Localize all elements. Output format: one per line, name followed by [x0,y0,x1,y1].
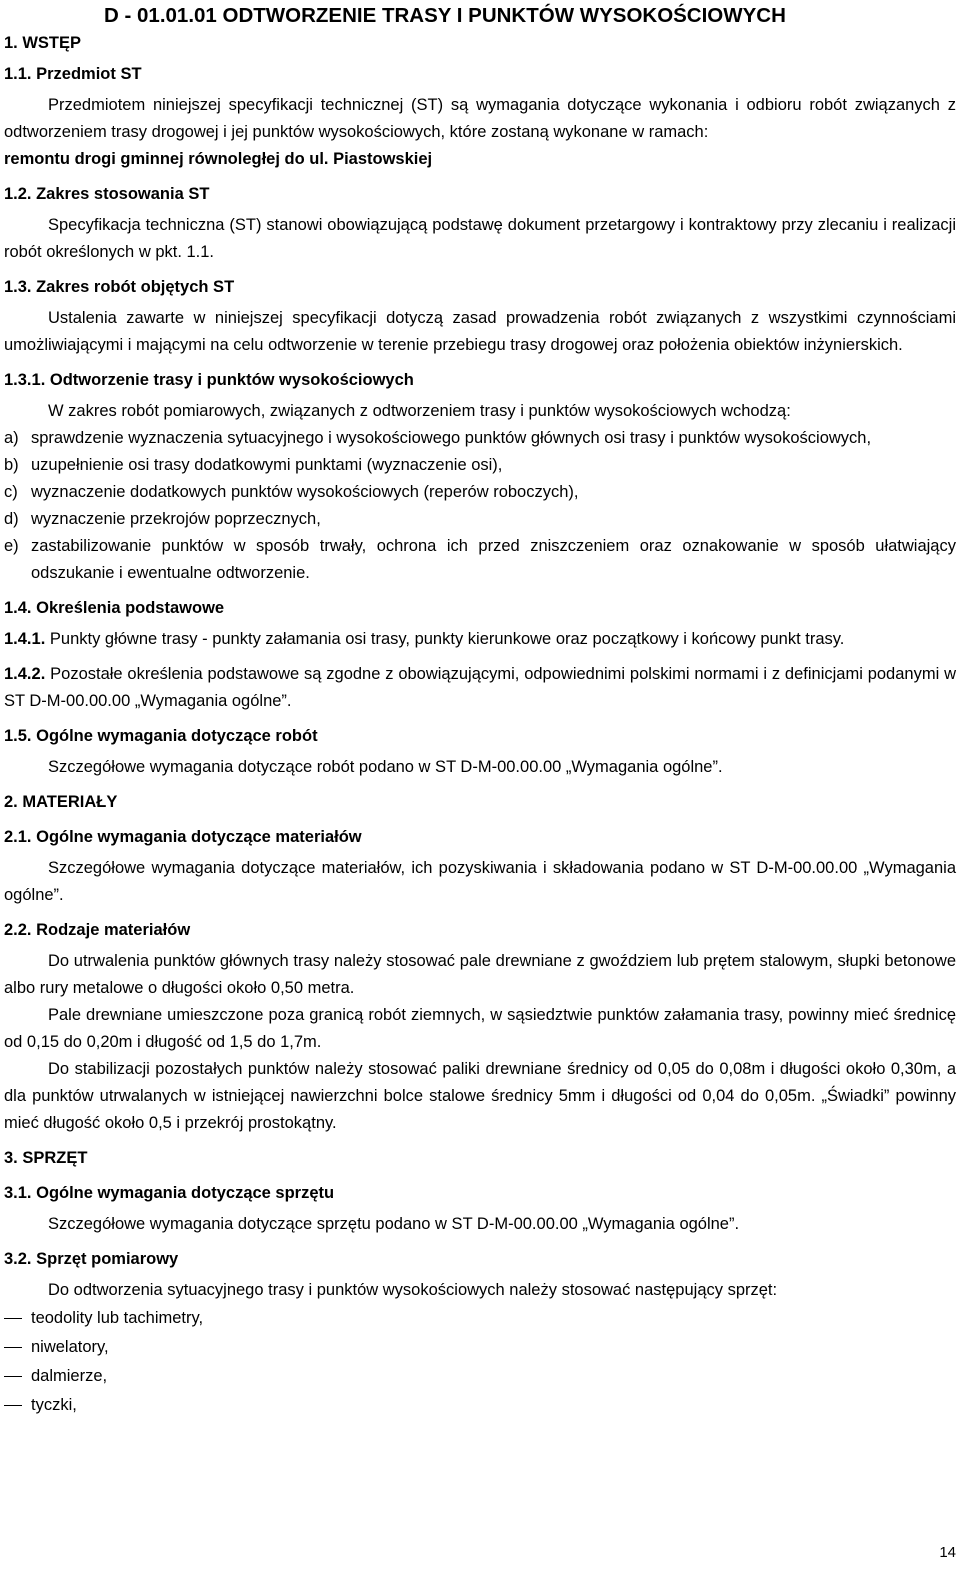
paragraph-text: Punkty główne trasy - punkty załamania osi trasy, punkty kierunkowe oraz początkowy i końcowy punkt trasy. [49,630,845,648]
heading-1-5: 1.5. Ogólne wymagania dotyczące robót [4,727,318,745]
heading-1-3-1: 1.3.1. Odtworzenie trasy i punktów wysokościowych [4,371,414,389]
paragraph-3-1: Szczegółowe wymagania dotyczące sprzętu podano w ST D-M-00.00.00 „Wymagania ogólne”. [48,1215,740,1233]
dash-bullet-icon [4,1362,31,1391]
list-item [4,479,956,506]
paragraph-2-2-3: Do stabilizacji pozostałych punktów należy stosować paliki drewniane średnicy od 0,05 do 0,08m i długości około 0,30m, a dla punktów utrwalanych w istniejącej nawierzchni bolce stalowe średnicy 5mm i długości od 0,04 do 0,05m. „Świadki” powinny mieć długość około 0,5 i przekrój prostokątny. [4,1060,956,1132]
dash-bullet-icon [4,1333,31,1362]
list-item [4,1304,956,1333]
list-item-text: niwelatory, [31,1338,109,1356]
heading-2-2: 2.2. Rodzaje materiałów [4,921,191,939]
list-item-text: wyznaczenie przekrojów poprzecznych, [31,510,321,528]
heading-3-2: 3.2. Sprzęt pomiarowy [4,1250,179,1268]
heading-3-sprzet: 3. SPRZĘT [4,1149,88,1167]
heading-2-materialy: 2. MATERIAŁY [4,793,118,811]
heading-2-1: 2.1. Ogólne wymagania dotyczące materiałów [4,828,362,846]
list-item-text: tyczki, [31,1396,77,1414]
list-item [4,506,956,533]
list-item-text: dalmierze, [31,1367,108,1385]
list-item-text: wyznaczenie dodatkowych punktów wysokościowych (reperów roboczych), [31,483,579,501]
paragraph-number: 1.4.1. [4,630,46,648]
heading-1-2: 1.2. Zakres stosowania ST [4,185,210,203]
heading-1-3: 1.3. Zakres robót objętych ST [4,278,235,296]
heading-1-wstep: 1. WSTĘP [4,34,82,52]
list-3-2 [4,1304,956,1420]
list-item [4,533,956,587]
document-page [4,0,956,1420]
list-item-letter: a) [4,429,19,447]
paragraph-3-2-intro: Do odtworzenia sytuacyjnego trasy i punktów wysokościowych należy stosować następujący sprzęt: [48,1281,778,1299]
paragraph-1-4-2 [4,661,956,715]
list-item-letter: b) [4,456,19,474]
paragraph-1-3: Ustalenia zawarte w niniejszej specyfikacji dotyczą zasad prowadzenia robót związanych z wszystkimi czynnościami umożliwiającymi i mającymi na celu odtworzenie w terenie przebiegu trasy drogowej oraz położenia obiektów inżynierskich. [4,309,956,354]
paragraph-2-2-2: Pale drewniane umieszczone poza granicą robót ziemnych, w sąsiedztwie punktów załamania trasy, powinny mieć średnicę od 0,15 do 0,20m i długość od 1,5 do 1,7m. [4,1006,956,1051]
document-title: D - 01.01.01 ODTWORZENIE TRASY I PUNKTÓW WYSOKOŚCIOWYCH [104,4,786,27]
list-item-text: zastabilizowanie punktów w sposób trwały, ochrona ich przed zniszczeniem oraz oznakowanie w sposób ułatwiający odszukanie i ewentualne odtworzenie. [31,537,956,582]
list-item [4,1391,956,1420]
dash-bullet-icon [4,1391,31,1420]
paragraph-1-3-1-intro: W zakres robót pomiarowych, związanych z odtworzeniem trasy i punktów wysokościowych wchodzą: [48,402,791,420]
list-item [4,1333,956,1362]
list-item [4,425,956,452]
list-item [4,452,956,479]
paragraph-2-2-1: Do utrwalenia punktów głównych trasy należy stosować pale drewniane z gwoździem lub prętem stalowym, słupki betonowe albo rury metalowe o długości około 0,50 metra. [4,952,956,997]
list-item-letter: d) [4,510,19,528]
list-item-text: sprawdzenie wyznaczenia sytuacyjnego i wysokościowego punktów głównych osi trasy i punktów wysokościowych, [31,429,872,447]
paragraph-1-2: Specyfikacja techniczna (ST) stanowi obowiązującą podstawę dokument przetargowy i kontraktowy przy zlecaniu i realizacji robót określonych w pkt. 1.1. [4,216,956,261]
paragraph-1-1-a: Przedmiotem niniejszej specyfikacji technicznej (ST) są wymagania dotyczące wykonania i odbioru robót związanych z odtworzeniem trasy drogowej i jej punktów wysokościowych, które zostaną wykonane w ramach: [4,96,956,141]
dash-bullet-icon [4,1304,31,1333]
paragraph-1-4-1 [4,626,956,653]
list-item-letter: c) [4,483,18,501]
paragraph-2-1: Szczegółowe wymagania dotyczące materiałów, ich pozyskiwania i składowania podano w ST D-M-00.00.00 „Wymagania ogólne”. [4,859,956,904]
list-item-text: uzupełnienie osi trasy dodatkowymi punktami (wyznaczenie osi), [31,456,503,474]
list-item [4,1362,956,1391]
paragraph-1-5: Szczegółowe wymagania dotyczące robót podano w ST D-M-00.00.00 „Wymagania ogólne”. [48,758,723,776]
list-1-3-1 [4,425,956,587]
page-number: 14 [939,1544,956,1561]
list-item-letter: e) [4,537,19,555]
paragraph-number: 1.4.2. [4,665,46,683]
list-item-text: teodolity lub tachimetry, [31,1309,204,1327]
heading-1-4: 1.4. Określenia podstawowe [4,599,225,617]
paragraph-text: Pozostałe określenia podstawowe są zgodne z obowiązującymi, odpowiednimi polskimi normami i z definicjami podanymi w ST D-M-00.00.00 „Wymagania ogólne”. [4,665,956,710]
paragraph-1-1-b: remontu drogi gminnej równoległej do ul. Piastowskiej [4,150,433,168]
heading-3-1: 3.1. Ogólne wymagania dotyczące sprzętu [4,1184,335,1202]
heading-1-1: 1.1. Przedmiot ST [4,65,142,83]
